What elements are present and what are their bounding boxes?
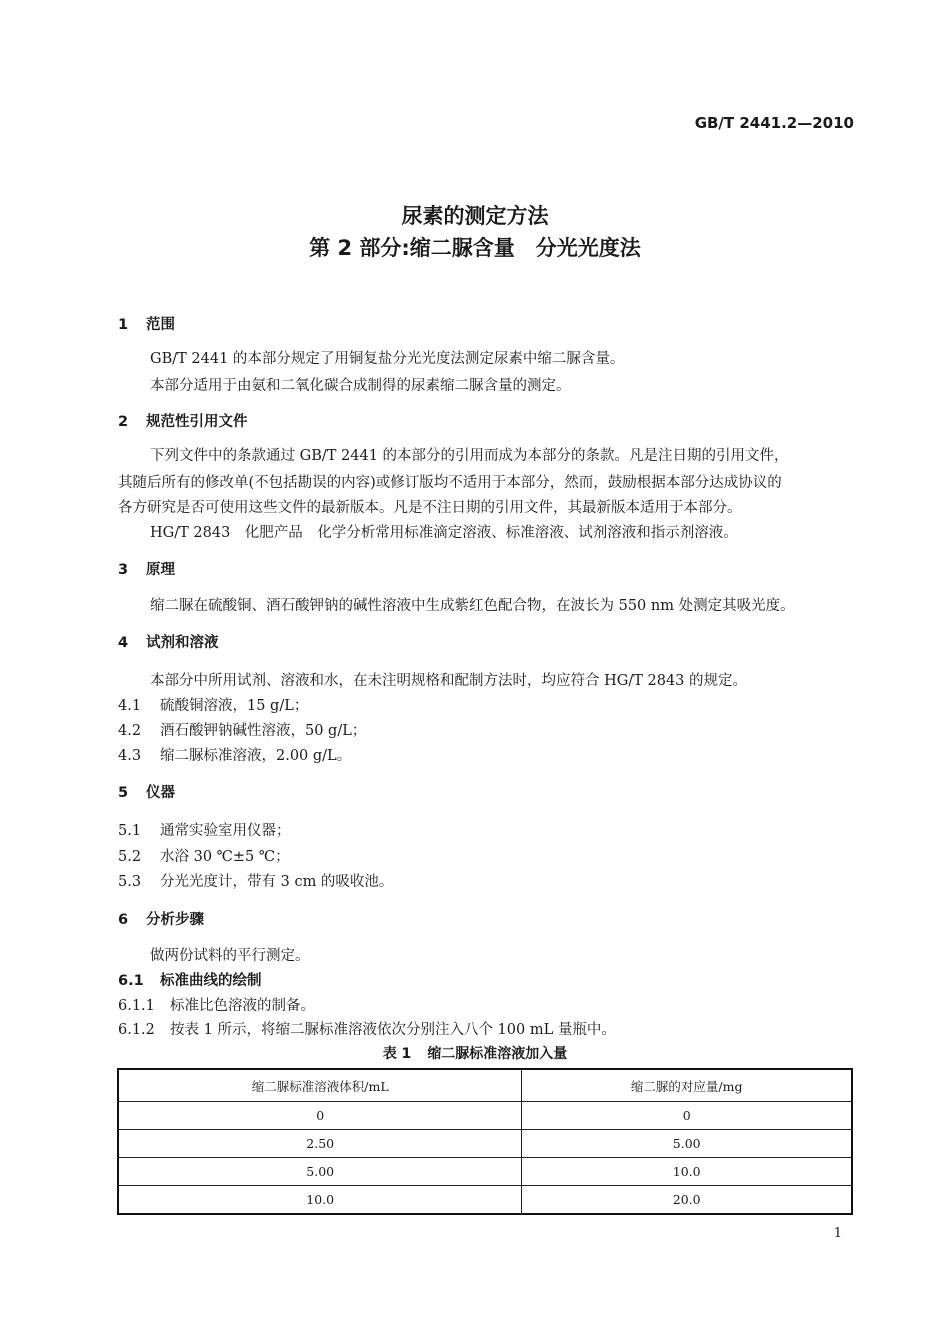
item-number: 6.1.1 — [118, 998, 155, 1014]
table-cell: 0 — [118, 1102, 522, 1130]
section-number: 3 — [118, 562, 129, 578]
table-label: 表 1 — [382, 1046, 412, 1062]
item-number: 4.3 — [118, 748, 142, 764]
item-number: 5.1 — [118, 823, 142, 839]
item-text: 按表 1 所示，将缩二脲标准溶液依次分别注入八个 100 mL 量瓶中。 — [170, 1022, 616, 1038]
table-cell: 20.0 — [522, 1186, 852, 1215]
item-text: 通常实验室用仪器； — [160, 823, 291, 839]
data-table — [117, 1068, 853, 1215]
document-subtitle: 第 2 部分:缩二脲含量 分光光度法 — [309, 236, 641, 260]
section-heading-principle — [118, 558, 175, 579]
table-caption — [0, 1043, 950, 1063]
section-number: 4 — [118, 635, 129, 651]
reference-entry: HG/T 2843 化肥产品 化学分析常用标准滴定溶液、标准溶液、试剂溶液和指示剂溶液。 — [150, 525, 738, 541]
section-number: 1 — [118, 317, 129, 333]
item-text: 分光光度计，带有 3 cm 的吸收池。 — [160, 874, 394, 890]
section-title: 规范性引用文件 — [146, 414, 248, 430]
list-item — [118, 845, 290, 866]
item-text: 硫酸铜溶液，15 g/L； — [160, 698, 309, 714]
standard-code: GB/T 2441.2—2010 — [694, 114, 854, 132]
list-item — [118, 694, 308, 715]
list-item — [118, 994, 315, 1015]
section-title: 试剂和溶液 — [146, 635, 219, 651]
paragraph: 缩二脲在硫酸铜、酒石酸钾钠的碱性溶液中生成紫红色配合物，在波长为 550 nm 处测定其吸光度。 — [150, 598, 795, 614]
table-row — [118, 1130, 852, 1158]
section-number: 5 — [118, 785, 129, 801]
column-header: 缩二脲标准溶液体积/mL — [118, 1069, 522, 1102]
item-text: 缩二脲标准溶液，2.00 g/L。 — [160, 748, 352, 764]
table-title: 缩二脲标准溶液加入量 — [427, 1046, 568, 1062]
section-number: 6 — [118, 912, 129, 928]
item-text: 标准曲线的绘制 — [160, 973, 262, 989]
page-number: 1 — [833, 1226, 842, 1241]
table-row — [118, 1158, 852, 1186]
paragraph-line: 各方研究是否可使用这些文件的最新版本。凡是不注日期的引用文件，其最新版本适用于本部分。 — [118, 500, 742, 516]
paragraph-line: 下列文件中的条款通过 GB/T 2441 的本部分的引用而成为本部分的条款。凡是注日期的引用文件， — [150, 448, 789, 464]
item-text: 水浴 30 ℃±5 ℃； — [160, 849, 290, 865]
item-number: 6.1 — [118, 973, 144, 989]
list-item — [118, 1018, 616, 1039]
section-heading-reagents — [118, 631, 219, 652]
section-title: 原理 — [146, 562, 175, 578]
table-cell: 10.0 — [118, 1186, 522, 1215]
section-number: 2 — [118, 414, 129, 430]
item-text: 酒石酸钾钠碱性溶液，50 g/L； — [160, 723, 367, 739]
table-cell: 5.00 — [522, 1130, 852, 1158]
table-cell: 5.00 — [118, 1158, 522, 1186]
list-item — [118, 870, 393, 891]
paragraph: 本部分适用于由氨和二氧化碳合成制得的尿素缩二脲含量的测定。 — [150, 378, 571, 394]
paragraph: GB/T 2441 的本部分规定了用铜复盐分光光度法测定尿素中缩二脲含量。 — [150, 351, 625, 367]
list-item — [118, 719, 366, 740]
section-heading-procedure — [118, 908, 204, 929]
item-number: 4.1 — [118, 698, 142, 714]
section-title: 仪器 — [146, 785, 175, 801]
document-title: 尿素的测定方法 — [401, 204, 549, 228]
section-title: 分析步骤 — [146, 912, 204, 928]
item-number: 5.3 — [118, 874, 142, 890]
table-row — [118, 1102, 852, 1130]
section-title: 范围 — [146, 317, 175, 333]
item-text: 标准比色溶液的制备。 — [170, 998, 315, 1014]
list-item — [118, 744, 351, 765]
section-heading-apparatus — [118, 781, 175, 802]
table-cell: 2.50 — [118, 1130, 522, 1158]
list-item — [118, 819, 291, 840]
paragraph: 本部分中所用试剂、溶液和水，在未注明规格和配制方法时，均应符合 HG/T 2843 的规定。 — [150, 673, 748, 689]
section-heading-scope — [118, 313, 175, 334]
paragraph-line: 其随后所有的修改单(不包括勘误的内容)或修订版均不适用于本部分，然而，鼓励根据本部分达成协议的 — [118, 475, 782, 491]
table-header-row — [118, 1069, 852, 1102]
table-cell: 0 — [522, 1102, 852, 1130]
table-row — [118, 1186, 852, 1215]
table-cell: 10.0 — [522, 1158, 852, 1186]
paragraph: 做两份试料的平行测定。 — [150, 948, 310, 964]
item-number: 5.2 — [118, 849, 142, 865]
item-number: 4.2 — [118, 723, 142, 739]
subsection-heading — [118, 969, 262, 990]
section-heading-normative-references — [118, 410, 248, 431]
column-header: 缩二脲的对应量/mg — [522, 1069, 852, 1102]
item-number: 6.1.2 — [118, 1022, 155, 1038]
